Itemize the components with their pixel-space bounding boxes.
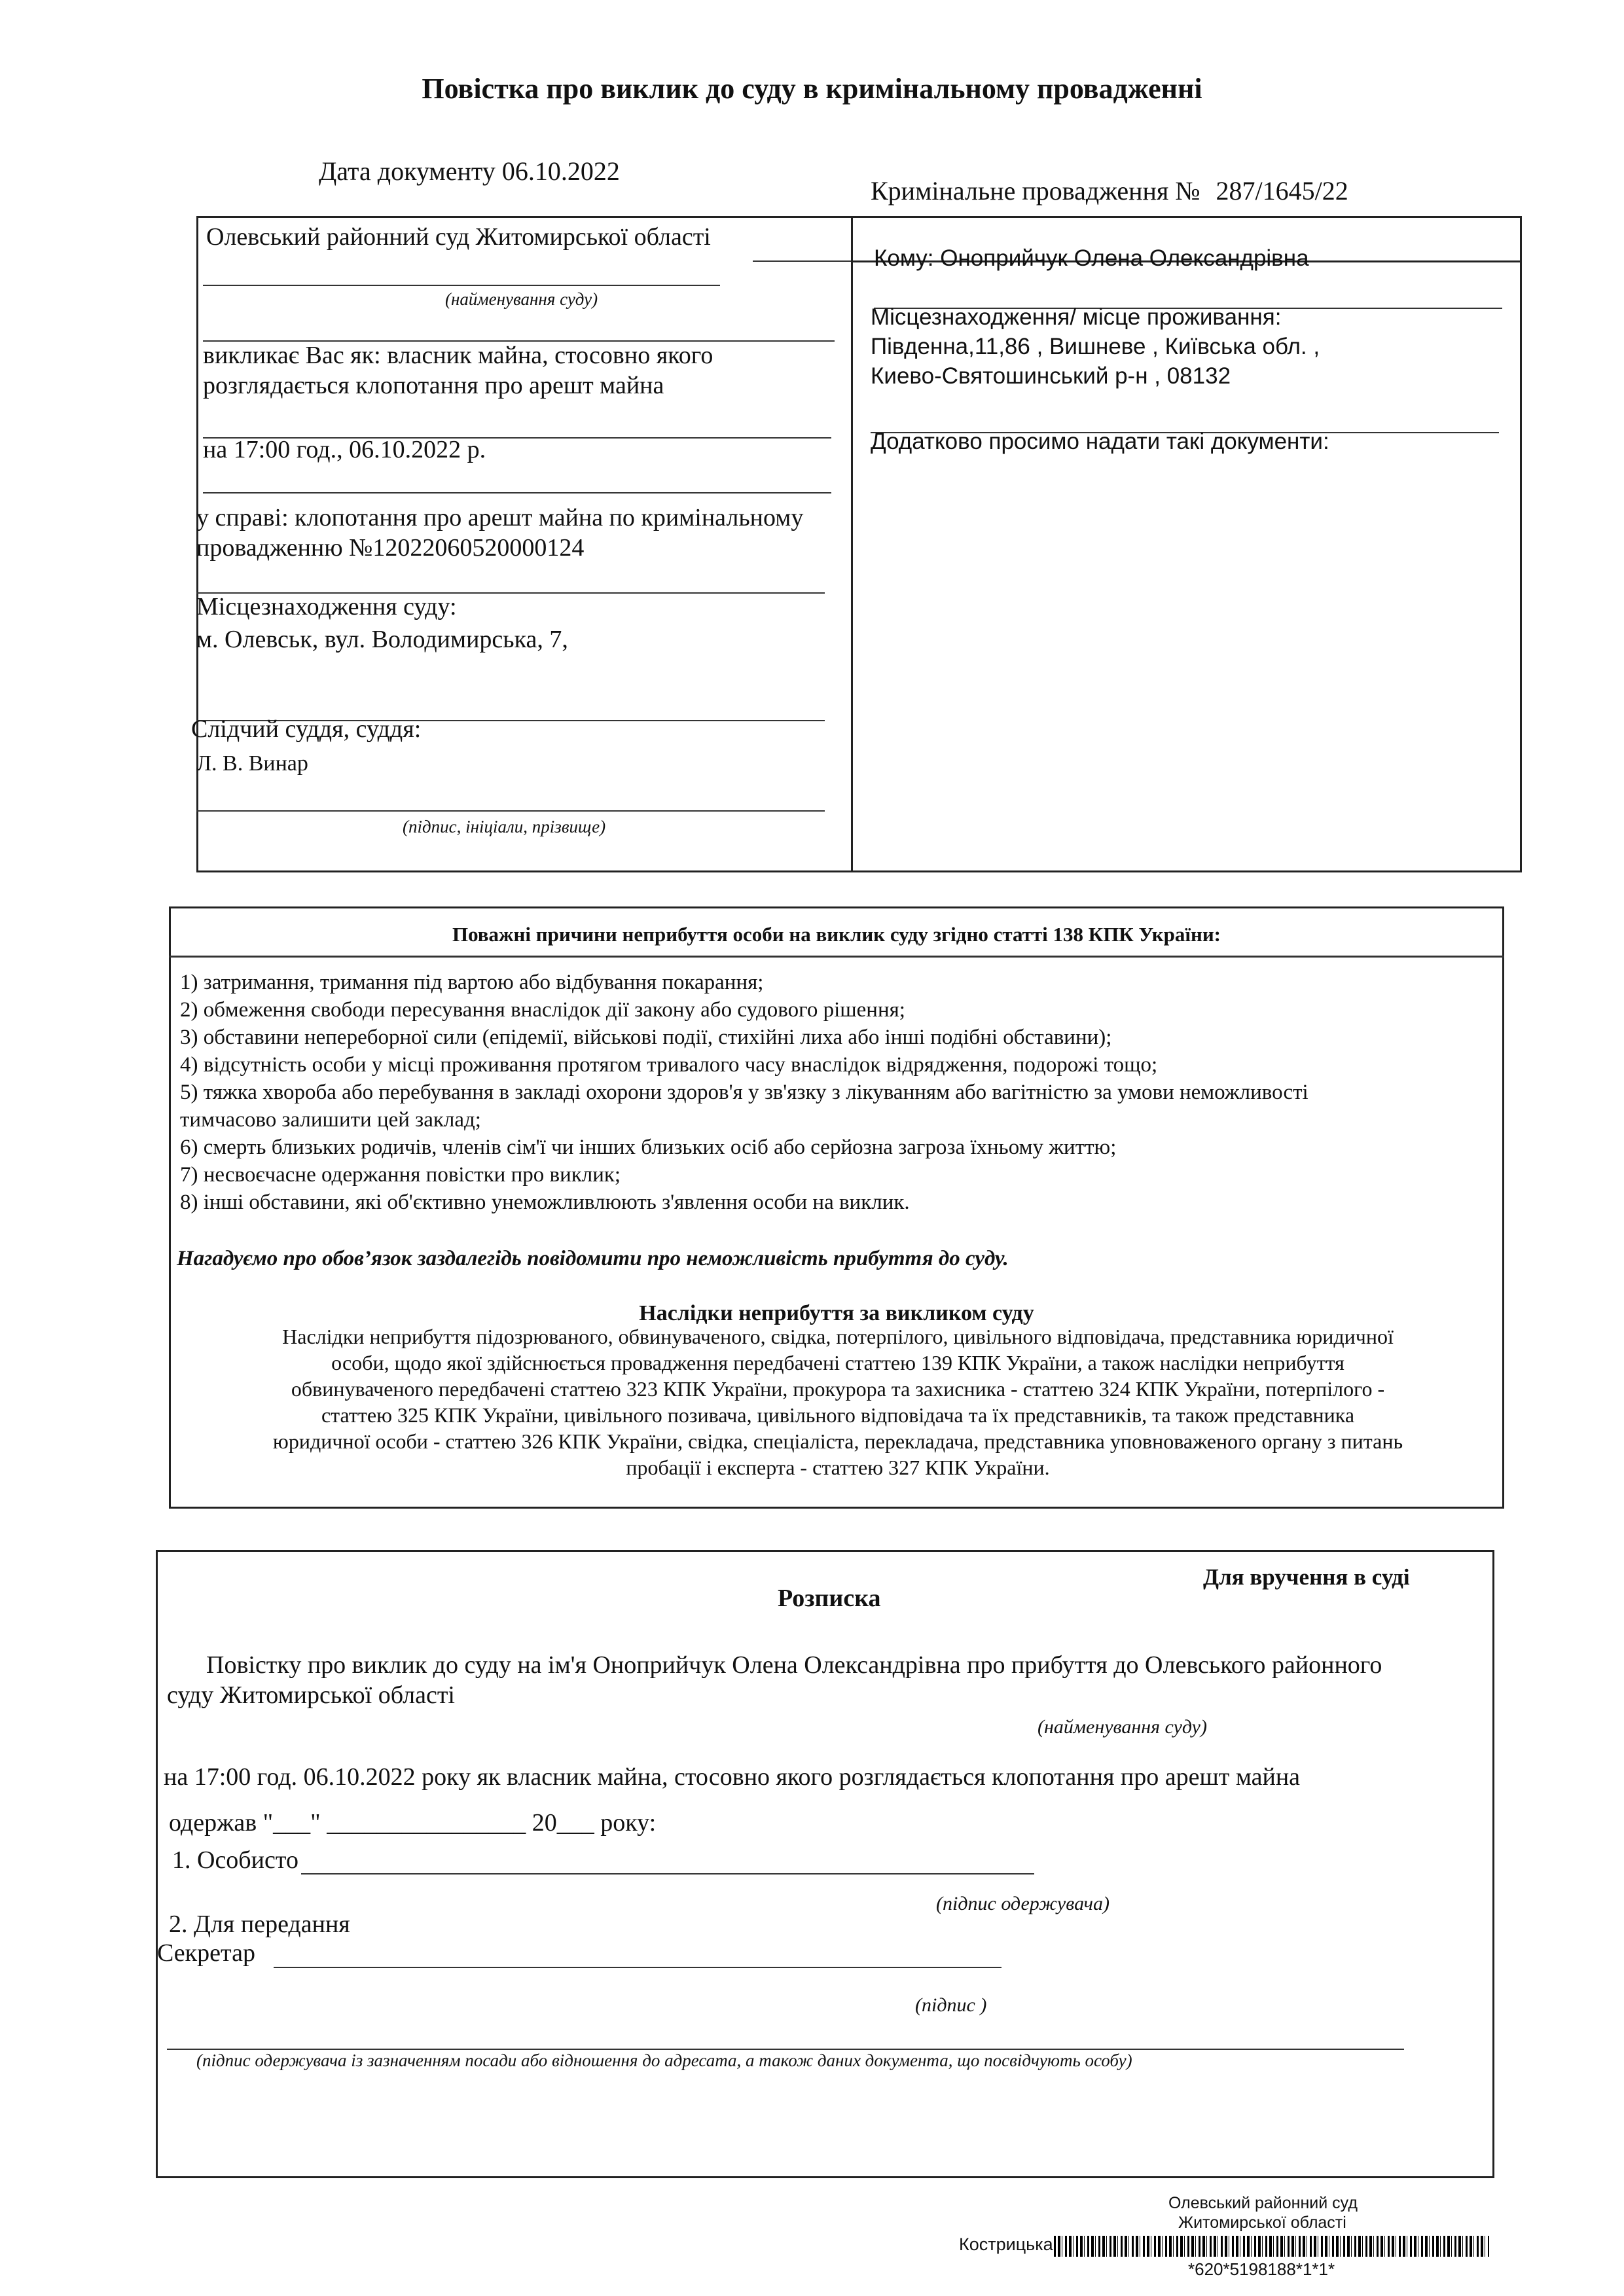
- court-name: Олевський районний суд Житомирської області: [206, 223, 711, 251]
- additional-documents-label: Додатково просимо надати такі документи:: [871, 429, 1329, 454]
- consequences-title: Наслідки неприбуття за викликом суду: [639, 1301, 1034, 1325]
- recipient-address-line2: Киево-Святошинський р-н , 08132: [871, 363, 1231, 389]
- case-number-row: [871, 175, 1348, 206]
- court-name-caption: (найменування суду): [445, 289, 598, 309]
- judge-name: Л. В. Винар: [196, 751, 308, 776]
- case-number: 287/1645/22: [1216, 176, 1348, 206]
- receipt-bottom-caption: (підпис одержувача із зазначенням посади або відношення до адресата, а також даних документа, що посвідчують особу): [196, 2051, 1132, 2070]
- receipt-personal: 1. Особисто: [172, 1846, 298, 1874]
- receipt-court-caption: (найменування суду): [1038, 1716, 1207, 1738]
- recipient-name: Кому: Оноприйчук Олена Олександрівна: [874, 245, 1309, 271]
- for-court-label: Для вручення в суді: [1203, 1564, 1410, 1590]
- footer-court-line2: Житомирської області: [1178, 2214, 1346, 2232]
- receipt-transfer: 2. Для передання: [169, 1910, 350, 1938]
- consequences-line: особи, щодо якої здійснюється провадження передбачені статтею 139 КПК України, а також наслідки неприбуття: [331, 1351, 1344, 1374]
- receipt-received-line: одержав "___" ________________ 20___ року:: [169, 1809, 657, 1837]
- reason-item: 5) тяжка хвороба або перебування в закладі охорони здоров'я у зв'язку з лікуванням або вагітністю за умови неможливості: [180, 1081, 1308, 1104]
- reason-item: тимчасово залишити цей заклад;: [180, 1108, 481, 1132]
- consequences-line: Наслідки неприбуття підозрюваного, обвинуваченого, свідка, потерпілого, цивільного відповідача, представника юридичної: [282, 1325, 1394, 1348]
- consequences-line: статтею 325 КПК України, цивільного позивача, цивільного відповідача та їх представників, та також представника: [321, 1403, 1355, 1427]
- secretary-signature-caption: (підпис ): [915, 1994, 987, 2016]
- consequences-line: обвинуваченого передбачені статтею 323 КПК України, прокурора та захисника - статтею 324 КПК України, потерпілого -: [291, 1377, 1385, 1401]
- reason-item: 8) інші обставини, які об'єктивно унеможливлюють з'явлення особи на виклик.: [180, 1191, 910, 1214]
- footer-court-line1: Олевський районний суд: [1168, 2194, 1358, 2212]
- page-title: Повістка про виклик до суду в кримінальному провадженні: [422, 73, 1202, 105]
- judge-label: Слідчий суддя, суддя:: [191, 715, 422, 743]
- column-divider: [851, 216, 853, 872]
- court-location-value: м. Олевськ, вул. Володимирська, 7,: [196, 626, 568, 653]
- recipient-signature-caption: (підпис одержувача): [936, 1893, 1110, 1914]
- consequences-line: пробації і експерта - статтею 327 КПК України.: [626, 1456, 1050, 1479]
- receipt-title: Розписка: [778, 1585, 881, 1612]
- case-label: Кримінальне провадження №: [871, 176, 1200, 206]
- receipt-text-line1: Повістку про виклик до суду на ім'я Оноприйчук Олена Олександрівна про прибуття до Олевського районного: [206, 1651, 1382, 1679]
- clerk-name: Кострицька: [959, 2234, 1053, 2254]
- reason-item: 3) обставини непереборної сили (епідемії, військові події, стихійні лиха або інші подібні обставини);: [180, 1026, 1112, 1049]
- receipt-box: [156, 1550, 1494, 2178]
- receipt-text-line2: суду Житомирської області: [167, 1681, 455, 1709]
- reasons-list: [180, 969, 1496, 1216]
- reason-item: 1) затримання, тримання під вартою або відбування покарання;: [180, 971, 764, 994]
- document-date: Дата документу 06.10.2022: [319, 156, 620, 186]
- recipient-address-line1: Південна,11,86 , Вишневе , Київська обл. ,: [871, 334, 1320, 359]
- reason-item: 2) обмеження свободи пересування внаслідок дії закону або судового рішення;: [180, 998, 905, 1022]
- reasons-header: Поважні причини неприбуття особи на виклик суду згідно статті 138 КПК України:: [452, 923, 1221, 946]
- barcode-text: *620*5198188*1*1*: [1188, 2259, 1335, 2279]
- barcode: [1054, 2236, 1489, 2257]
- signature-caption: (підпис, ініціали, прізвище): [403, 817, 606, 836]
- receipt-secretary: Секретар: [157, 1939, 255, 1967]
- consequences-text: [173, 1323, 1502, 1480]
- consequences-line: юридичної особи - статтею 326 КПК України, свідка, спеціаліста, перекладача, представника уповноваженого органу з питань: [272, 1429, 1403, 1453]
- receipt-datetime: на 17:00 год. 06.10.2022 року як власник майна, стосовно якого розглядається клопотання про арешт майна: [164, 1763, 1301, 1791]
- reason-item: 4) відсутність особи у місці проживання протягом тривалого часу внаслідок відрядження, подорожі тощо;: [180, 1053, 1158, 1077]
- court-location-label: Місцезнаходження суду:: [196, 593, 457, 620]
- summons-role: викликає Вас як: власник майна, стосовно якого розглядається клопотання про арешт майна: [203, 342, 713, 399]
- reason-item: 6) смерть близьких родичів, членів сім'ї чи інших близьких осіб або серйозна загроза їхньому життю;: [180, 1136, 1117, 1159]
- reason-item: 7) несвоєчасне одержання повістки про виклик;: [180, 1163, 621, 1187]
- appearance-datetime: на 17:00 год., 06.10.2022 р.: [203, 436, 486, 463]
- reminder-text: Нагадуємо про обов’язок заздалегідь повідомити про неможливість прибуття до суду.: [177, 1247, 1009, 1270]
- recipient-location-label: Місцезнаходження/ місце проживання:: [871, 304, 1282, 330]
- case-subject: у справі: клопотання про арешт майна по кримінальному провадженню №12022060520000124: [196, 504, 804, 562]
